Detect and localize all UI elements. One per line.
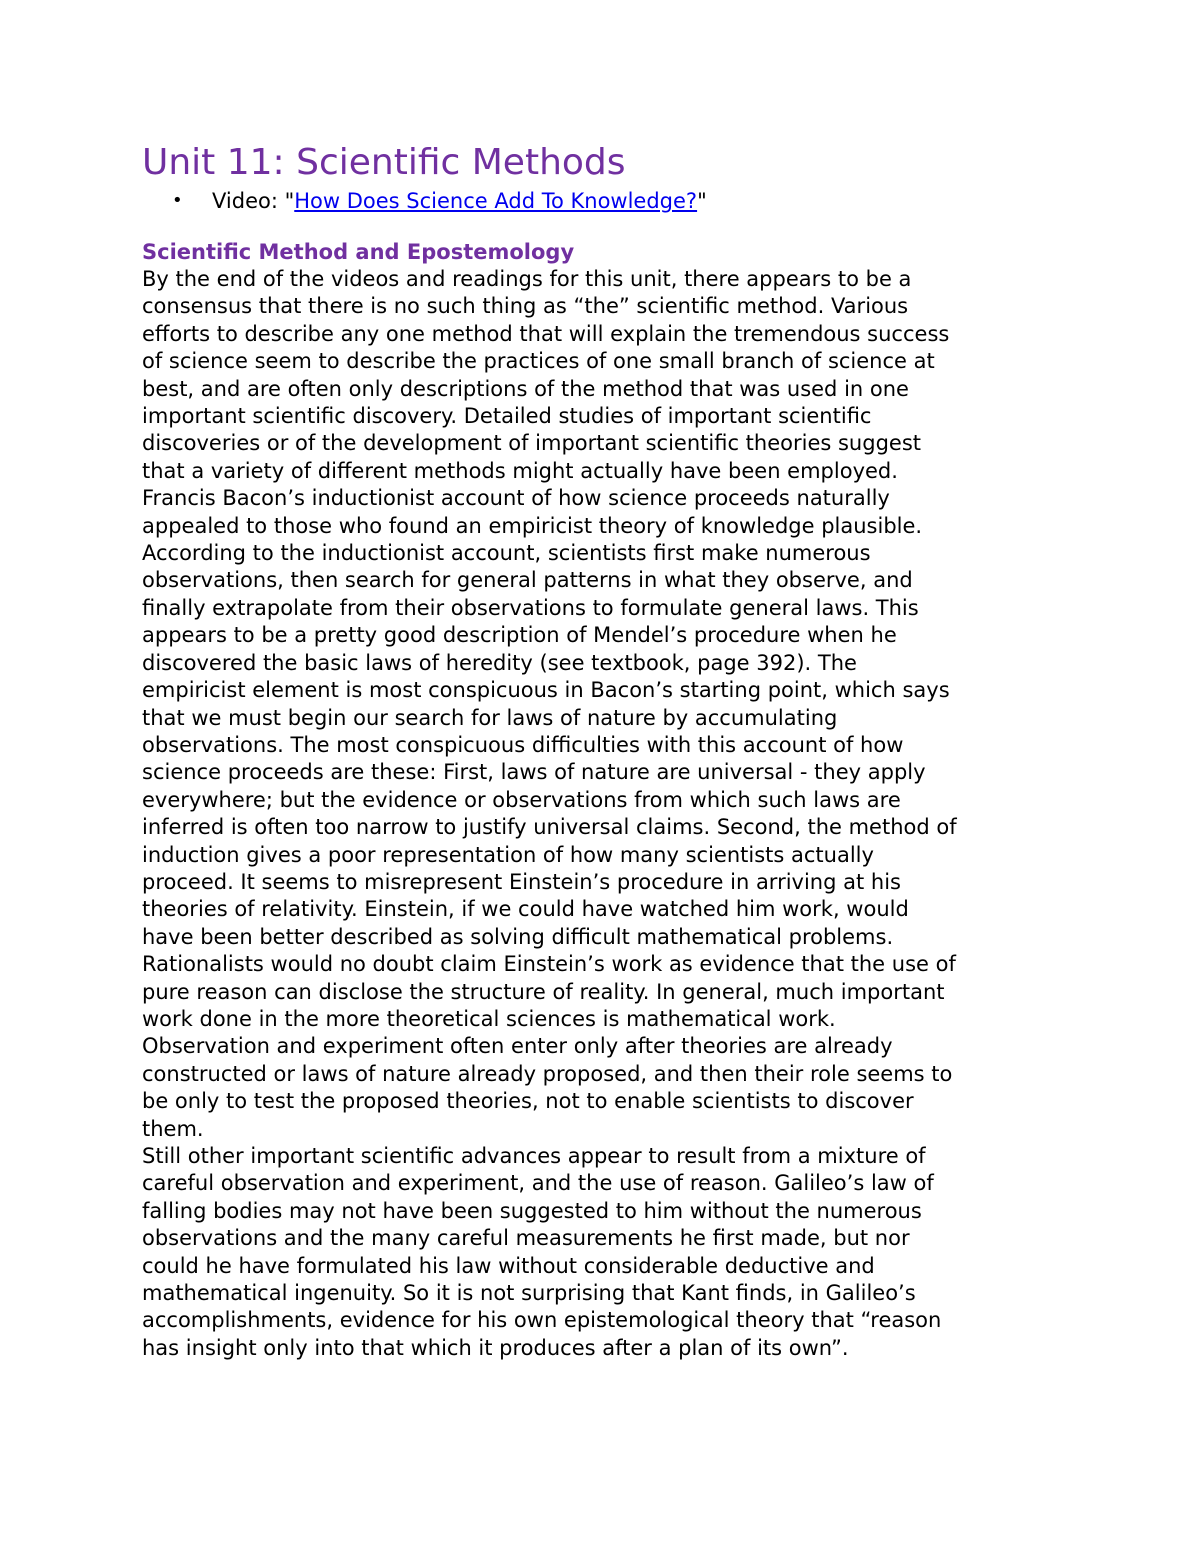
paragraph-line: Francis Bacon’s inductionist account of how science proceeds naturally bbox=[142, 486, 890, 511]
paragraph-line: accomplishments, evidence for his own epistemological theory that “reason bbox=[142, 1308, 942, 1333]
paragraph-line: Rationalists would no doubt claim Einstein’s work as evidence that the use of bbox=[142, 952, 956, 977]
paragraph-line: work done in the more theoretical sciences is mathematical work. bbox=[142, 1006, 836, 1031]
paragraph-line: pure reason can disclose the structure of reality. In general, much important bbox=[142, 979, 945, 1004]
document-page bbox=[142, 140, 1062, 1362]
paragraph-line: falling bodies may not have been suggested to him without the numerous bbox=[142, 1198, 922, 1223]
paragraph-line: observations and the many careful measurements he first made, but nor bbox=[142, 1226, 910, 1251]
paragraph-line: could he have formulated his law without considerable deductive and bbox=[142, 1253, 875, 1278]
paragraph-line: According to the inductionist account, scientists first make numerous bbox=[142, 541, 871, 566]
video-link[interactable]: How Does Science Add To Knowledge? bbox=[294, 189, 698, 213]
paragraph-line: inferred is often too narrow to justify universal claims. Second, the method of bbox=[142, 815, 957, 840]
paragraph-line: of science seem to describe the practices of one small branch of science at bbox=[142, 349, 935, 374]
document-title: Unit 11: Scientific Methods bbox=[142, 142, 626, 183]
paragraph-line: have been better described as solving difficult mathematical problems. bbox=[142, 924, 894, 949]
paragraph-line: everywhere; but the evidence or observations from which such laws are bbox=[142, 787, 901, 812]
paragraph-line: Still other important scientific advances appear to result from a mixture of bbox=[142, 1144, 926, 1168]
paragraph-line: observations. The most conspicuous difficulties with this account of how bbox=[142, 732, 904, 757]
section-heading: Scientific Method and Epostemology bbox=[142, 240, 575, 264]
list-item-video bbox=[142, 186, 1062, 216]
paragraph-line: observations, then search for general patterns in what they observe, and bbox=[142, 568, 913, 593]
paragraph-line: By the end of the videos and readings for this unit, there appears to be a bbox=[142, 267, 912, 291]
paragraph-line: discoveries or of the development of important scientific theories suggest bbox=[142, 431, 921, 456]
paragraph-line: finally extrapolate from their observations to formulate general laws. This bbox=[142, 595, 919, 620]
paragraph-line: constructed or laws of nature already proposed, and then their role seems to bbox=[142, 1061, 953, 1086]
paragraph-line: appealed to those who found an empiricist theory of knowledge plausible. bbox=[142, 513, 923, 538]
paragraph-line: has insight only into that which it produces after a plan of its own”. bbox=[142, 1335, 849, 1360]
paragraph-line: mathematical ingenuity. So it is not surprising that Kant finds, in Galileo’s bbox=[142, 1281, 916, 1306]
paragraph-line: empiricist element is most conspicuous in Bacon’s starting point, which says bbox=[142, 678, 950, 703]
paragraph-line: that a variety of different methods might actually have been employed. bbox=[142, 458, 898, 483]
paragraph-line: best, and are often only descriptions of the method that was used in one bbox=[142, 376, 909, 401]
paragraph-line: careful observation and experiment, and the use of reason. Galileo’s law of bbox=[142, 1171, 934, 1196]
paragraph-line: science proceeds are these: First, laws of nature are universal - they apply bbox=[142, 760, 926, 785]
paragraph-line: important scientific discovery. Detailed studies of important scientific bbox=[142, 404, 872, 429]
paragraph-line: theories of relativity. Einstein, if we could have watched him work, would bbox=[142, 897, 909, 922]
paragraph-line: discovered the basic laws of heredity (see textbook, page 392). The bbox=[142, 650, 857, 675]
paragraph-line: induction gives a poor representation of how many scientists actually bbox=[142, 842, 874, 867]
paragraph-line: them. bbox=[142, 1116, 204, 1141]
video-prefix: Video: " bbox=[212, 189, 295, 213]
video-list bbox=[142, 186, 1062, 216]
paragraph-line: Observation and experiment often enter only after theories are already bbox=[142, 1034, 893, 1059]
paragraph-line: appears to be a pretty good description of Mendel’s procedure when he bbox=[142, 623, 897, 648]
bullet-icon: • bbox=[172, 190, 183, 211]
paragraph-line: consensus that there is no such thing as “the” scientific method. Various bbox=[142, 294, 909, 319]
paragraph-1 bbox=[142, 266, 1062, 1143]
paragraph-line: be only to test the proposed theories, not to enable scientists to discover bbox=[142, 1089, 914, 1114]
paragraph-line: efforts to describe any one method that will explain the tremendous success bbox=[142, 321, 950, 346]
video-suffix: " bbox=[697, 189, 707, 213]
paragraph-2 bbox=[142, 1143, 1062, 1362]
paragraph-line: proceed. It seems to misrepresent Einstein’s procedure in arriving at his bbox=[142, 869, 901, 894]
paragraph-line: that we must begin our search for laws of nature by accumulating bbox=[142, 705, 838, 730]
